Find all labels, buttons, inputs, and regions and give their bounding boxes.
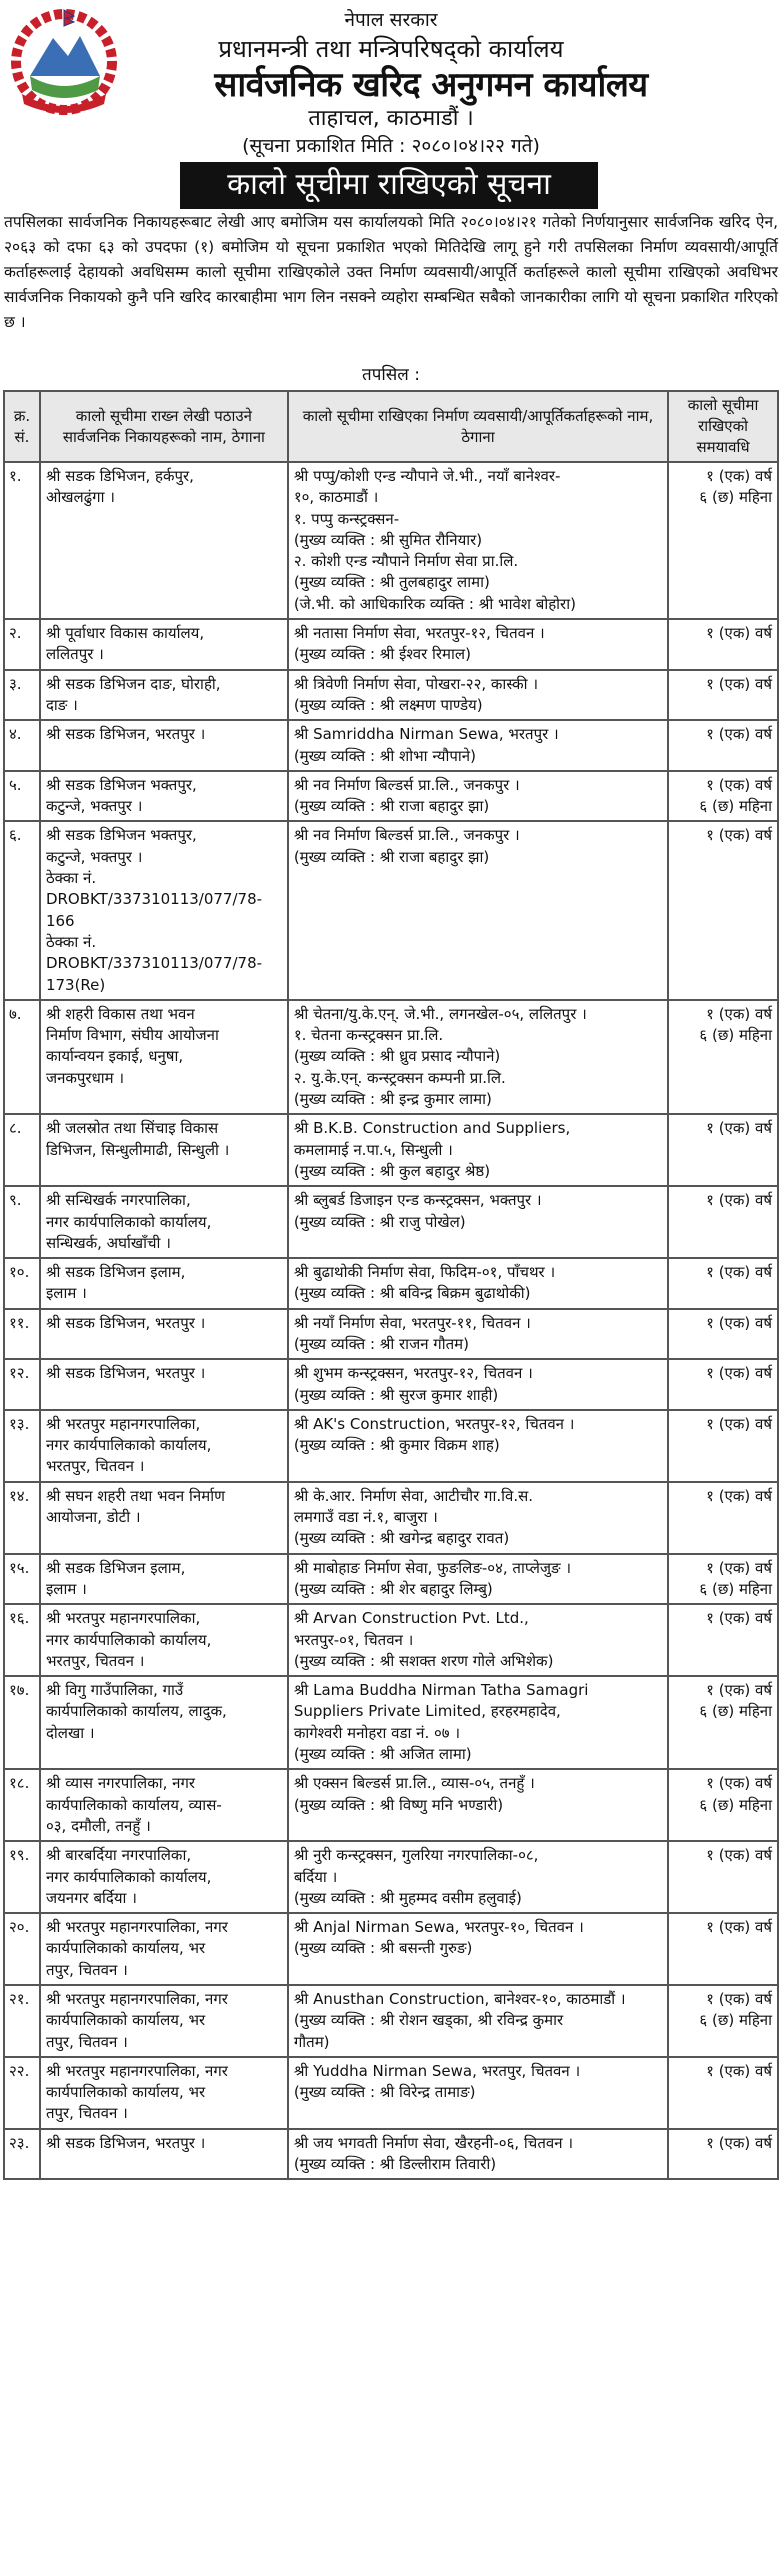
table-row [4, 1410, 778, 1482]
public-body-line: नगर कार्यपालिकाको कार्यालय, [45, 1867, 212, 1886]
contractor-line: श्री Samriddha Nirman Sewa, भरतपुर । [293, 725, 559, 744]
blacklist-period-line: १ (एक) वर्ष [706, 1990, 772, 2008]
public-body-line: कार्यपालिकाको कार्यालय, भर [45, 2083, 206, 2102]
public-body-line: श्री सडक डिभिजन इलाम, [45, 1558, 186, 1577]
blacklist-period-line: १ (एक) वर्ष [706, 1609, 772, 1628]
table-row [4, 1309, 778, 1360]
public-body-line: तपुर, चितवन । [45, 2104, 128, 2123]
contractor [288, 1186, 668, 1258]
public-body-line: इलाम । [45, 1579, 87, 1598]
blacklist-period-line: १ (एक) वर्ष [706, 775, 772, 794]
row-number: १०. [4, 1258, 40, 1309]
contractor-line: श्री नव निर्माण बिल्डर्स प्रा.लि., जनकपुर । [293, 826, 520, 845]
contractor-line: श्री B.K.B. Construction and Suppliers, [293, 1119, 571, 1138]
contractor [288, 1258, 668, 1309]
contractor-line: (मुख्य व्यक्ति : श्री राजु पोखेल) [293, 1212, 466, 1231]
blacklist-period-line: १ (एक) वर्ष [706, 1191, 772, 1210]
public-body-line: कार्यपालिकाको कार्यालय, भर [45, 1939, 206, 1958]
intro-paragraph: तपसिलका सार्वजनिक निकायहरूबाट लेखी आए बमोजिम यस कार्यालयको मिति २०८०।०४।२१ गतेको निर्णयानुसार सार्वजनिक खरिद ऐन, २०६३ को दफा ६३ को उपदफा (१) बमोजिम यो सूचना प्रकाशित भएको मितिदेखि लागू हुने गरी तपसिलका निर्माण व्यवसायी/आपूर्ति कर्ताहरूलाई देहायको अवधिसम्म कालो सूचीमा राखिएकोले उक्त निर्माण व्यवसायी/आपूर्ति कर्ताहरूले कालो सूचीमा राखिएको अवधिभर सार्वजनिक निकायको कुनै पनि खरिद कारबाहीमा भाग लिन नसक्ने व्यहोरा सम्बन्धित सबैको जानकारीका लागि यो सूचना प्रकाशित गरिएको छ । [4, 213, 778, 331]
public-body [40, 1554, 288, 1605]
contractor [288, 1985, 668, 2057]
contractor-line: (मुख्य व्यक्ति : श्री डिल्लीराम तिवारी) [293, 2155, 497, 2174]
blacklist-period-line: १ (एक) वर्ष [706, 1263, 772, 1282]
public-body-line: ठेक्का नं. [45, 869, 97, 888]
public-body-line: भरतपुर, चितवन । [45, 1457, 145, 1476]
public-body-line: DROBKT/337310113/077/78-166 [45, 890, 263, 930]
contractor [288, 619, 668, 670]
contractor-line: श्री शुभम कन्स्ट्रक्सन, भरतपुर-१२, चितवन । [293, 1364, 533, 1383]
public-body-line: कार्यान्वयन इकाई, धनुषा, [45, 1047, 184, 1066]
table-row [4, 2057, 778, 2129]
blacklist-period-line: १ (एक) वर्ष [706, 1558, 772, 1577]
blacklist-period [668, 1114, 778, 1186]
contractor-line: कागेश्वरी मनोहरा वडा नं. ०७ । [293, 1723, 461, 1742]
blacklist-period-line: ६ (छ) महिना [699, 797, 772, 816]
public-body-line: श्री सडक डिभिजन दाङ, घोराही, [45, 674, 221, 693]
blacklist-period-line: १ (एक) वर्ष [706, 2133, 772, 2152]
blacklist-period-line: १ (एक) वर्ष [706, 1004, 772, 1023]
contractor-line: (मुख्य व्यक्ति : श्री लक्ष्मण पाण्डेय) [293, 695, 483, 714]
contractor-line: (मुख्य व्यक्ति : श्री राजा बहादुर झा) [293, 847, 490, 866]
contractor-line: लमगाउँ वडा नं.१, बाजुरा । [293, 1508, 438, 1527]
contractor [288, 1309, 668, 1360]
contractor-line: श्री जय भगवती निर्माण सेवा, खैरहनी-०६, चितवन । [293, 2133, 574, 2152]
blacklist-period [668, 1913, 778, 1985]
contractor-line: (जे.भी. को आधिकारिक व्यक्ति : श्री भावेश बोहोरा) [293, 594, 576, 613]
table-row [4, 1841, 778, 1913]
contractor-line: श्री के.आर. निर्माण सेवा, आटीचौर गा.वि.स. [293, 1486, 534, 1505]
blacklist-period-line: ६ (छ) महिना [699, 1702, 772, 1721]
public-body-line: ०३, दमौली, तनहुँ । [45, 1816, 151, 1835]
public-body [40, 1114, 288, 1186]
contractor-line: श्री Lama Buddha Nirman Tatha Samagri [293, 1681, 589, 1700]
blacklist-period [668, 1000, 778, 1114]
row-number: ३. [4, 670, 40, 721]
contractor [288, 771, 668, 822]
contractor-line: श्री नतासा निर्माण सेवा, भरतपुर-१२, चितवन । [293, 624, 545, 643]
public-body-line: श्री सडक डिभिजन, भरतपुर । [45, 2133, 206, 2152]
contractor [288, 1114, 668, 1186]
table-row [4, 1913, 778, 1985]
contractor [288, 1913, 668, 1985]
office-name: सार्वजनिक खरिद अनुगमन कार्यालय [214, 65, 648, 105]
table-row [4, 1000, 778, 1114]
table-row [4, 1676, 778, 1769]
notice-header [0, 0, 782, 228]
public-body-line: जयनगर बर्दिया । [45, 1888, 137, 1907]
contractor-line: श्री पप्पु/कोशी एन्ड न्यौपाने जे.भी., नयाँ बानेश्वर- [293, 467, 561, 485]
contractor-line: १. चेतना कन्स्ट्रक्सन प्रा.लि. [293, 1026, 444, 1045]
blacklist-period [668, 1258, 778, 1309]
public-body-line: श्री सडक डिभिजन इलाम, [45, 1263, 186, 1282]
public-body-line: निर्माण विभाग, संघीय आयोजना [45, 1026, 219, 1045]
government-name: नेपाल सरकार [344, 9, 438, 31]
public-body-line: श्री भरतपुर महानगरपालिका, नगर [45, 2061, 228, 2080]
row-number: ४. [4, 720, 40, 771]
table-row [4, 821, 778, 999]
blacklist-period [668, 1985, 778, 2057]
public-body [40, 720, 288, 771]
blacklist-table [3, 390, 779, 2180]
row-number: १. [4, 462, 40, 619]
contractor-line: (मुख्य व्यक्ति : श्री तुलबहादुर लामा) [293, 573, 490, 592]
public-body-line: सन्धिखर्क, अर्घाखाँची । [45, 1233, 171, 1252]
contractor [288, 1410, 668, 1482]
blacklist-period [668, 1410, 778, 1482]
contractor [288, 462, 668, 619]
public-body-line: श्री शहरी विकास तथा भवन [45, 1004, 195, 1023]
row-number: १६. [4, 1604, 40, 1676]
blacklist-period-line: १ (एक) वर्ष [706, 826, 772, 845]
contractor-line: श्री Arvan Construction Pvt. Ltd., [293, 1609, 529, 1628]
contractor [288, 1359, 668, 1410]
public-body [40, 1913, 288, 1985]
blacklist-period-line: १ (एक) वर्ष [706, 467, 772, 485]
blacklist-period-line: १ (एक) वर्ष [706, 1681, 772, 1700]
public-body-line: श्री भरतपुर महानगरपालिका, नगर [45, 1990, 228, 2008]
contractor-line: (मुख्य व्यक्ति : श्री विष्णु मनि भण्डारी) [293, 1795, 504, 1814]
public-body-line: आयोजना, डोटी । [45, 1508, 141, 1527]
blacklist-period-line: १ (एक) वर्ष [706, 1119, 772, 1138]
row-number: ९. [4, 1186, 40, 1258]
public-body [40, 1000, 288, 1114]
contractor-line: २. यु.के.एन्. कन्स्ट्रक्सन कम्पनी प्रा.लि. [293, 1068, 506, 1087]
contractor-line: श्री एक्सन बिल्डर्स प्रा.लि., व्यास-०५, तनहुँ । [293, 1774, 535, 1793]
row-number: १२. [4, 1359, 40, 1410]
public-body-line: श्री सघन शहरी तथा भवन निर्माण [45, 1486, 225, 1505]
row-number: १३. [4, 1410, 40, 1482]
contractor-line: (मुख्य व्यक्ति : श्री इन्द्र कुमार लामा) [293, 1090, 492, 1109]
row-number: २२. [4, 2057, 40, 2129]
public-body-line: श्री बारबर्दिया नगरपालिका, [45, 1846, 192, 1865]
public-body-line: दाङ । [45, 695, 78, 714]
contractor-line: (मुख्य व्यक्ति : श्री ईश्वर रिमाल) [293, 645, 471, 664]
row-number: २. [4, 619, 40, 670]
contractor [288, 720, 668, 771]
blacklist-period-line: १ (एक) वर्ष [706, 1414, 772, 1433]
public-body-line: कटुन्जे, भक्तपुर । [45, 847, 143, 866]
contractor-line: (मुख्य व्यक्ति : श्री सुमित रौनियार) [293, 530, 483, 549]
contractor-line: श्री त्रिवेणी निर्माण सेवा, पोखरा-२२, कास्की । [293, 674, 539, 693]
contractor-line: श्री बुढाथोकी निर्माण सेवा, फिदिम-०१, पाँचथर । [293, 1263, 556, 1282]
header-period: कालो सूचीमा राखिएको समयावधि [668, 391, 778, 462]
public-body [40, 1482, 288, 1554]
table-row [4, 1985, 778, 2057]
public-body-line: भरतपुर, चितवन । [45, 1651, 145, 1670]
table-row [4, 1769, 778, 1841]
blacklist-period [668, 1359, 778, 1410]
notice-title: कालो सूचीमा राखिएको सूचना [180, 162, 598, 209]
row-number: ११. [4, 1309, 40, 1360]
contractor [288, 1841, 668, 1913]
public-body [40, 1258, 288, 1309]
public-body-line: श्री विगु गाउँपालिका, गाउँ [45, 1681, 184, 1700]
table-row [4, 771, 778, 822]
blacklist-period [668, 1769, 778, 1841]
contractor-line: (मुख्य व्यक्ति : श्री मुहम्मद वसीम हलुवाई) [293, 1888, 522, 1907]
contractor-line: श्री माबोहाङ निर्माण सेवा, फुङलिङ-०४, ताप्लेजुङ । [293, 1558, 572, 1577]
public-body [40, 2057, 288, 2129]
contractor-line: (मुख्य व्यक्ति : श्री कुमार विक्रम शाह) [293, 1436, 500, 1455]
row-number: ७. [4, 1000, 40, 1114]
blacklist-period-line: १ (एक) वर्ष [706, 1846, 772, 1865]
contractor-line: श्री नयाँ निर्माण सेवा, भरतपुर-११, चितवन । [293, 1313, 531, 1332]
header-sn: क्र. सं. [4, 391, 40, 462]
tapasil-label: तपसिल : [362, 365, 420, 385]
contractor-line: बर्दिया । [293, 1867, 338, 1886]
contractor-line: श्री नव निर्माण बिल्डर्स प्रा.लि., जनकपुर । [293, 775, 520, 794]
contractor-line: श्री Yuddha Nirman Sewa, भरतपुर, चितवन । [293, 2061, 581, 2080]
blacklist-period-line: १ (एक) वर्ष [706, 674, 772, 693]
row-number: १५. [4, 1554, 40, 1605]
blacklist-period [668, 1186, 778, 1258]
contractor-line: (मुख्य व्यक्ति : श्री राजा बहादुर झा) [293, 797, 490, 816]
contractor-line: (मुख्य व्यक्ति : श्री खगेन्द्र बहादुर रावत) [293, 1529, 510, 1548]
public-body-line: श्री सडक डिभिजन, भरतपुर । [45, 725, 206, 744]
contractor-line: (मुख्य व्यक्ति : श्री ध्रुव प्रसाद न्यौपाने) [293, 1047, 501, 1066]
contractor [288, 670, 668, 721]
public-body-line: श्री सडक डिभिजन भक्तपुर, [45, 775, 197, 794]
contractor-line: Suppliers Private Limited, हरहरमहादेव, [293, 1702, 561, 1721]
contractor-line: (मुख्य व्यक्ति : श्री रोशन खड्का, श्री रविन्द्र कुमार [293, 2011, 564, 2030]
header-contractor: कालो सूचीमा राखिएका निर्माण व्यवसायी/आपूर्तिकर्ताहरूको नाम, ठेगाना [288, 391, 668, 462]
contractor-line: (मुख्य व्यक्ति : श्री शेर बहादुर लिम्बु) [293, 1579, 493, 1598]
table-row [4, 1114, 778, 1186]
contractor-line: १. पप्पु कन्स्ट्रक्सन- [293, 509, 400, 528]
blacklist-period [668, 619, 778, 670]
public-body-line: श्री भरतपुर महानगरपालिका, नगर [45, 1918, 228, 1937]
public-body-line: इलाम । [45, 1284, 87, 1303]
contractor-line: (मुख्य व्यक्ति : श्री सुरज कुमार शाही) [293, 1385, 499, 1404]
row-number: १४. [4, 1482, 40, 1554]
public-body-line: श्री सन्धिखर्क नगरपालिका, [45, 1191, 191, 1210]
blacklist-period [668, 1309, 778, 1360]
blacklist-period [668, 1554, 778, 1605]
blacklist-period-line: १ (एक) वर्ष [706, 725, 772, 744]
public-body-line: श्री भरतपुर महानगरपालिका, [45, 1414, 201, 1433]
public-body-line: नगर कार्यपालिकाको कार्यालय, [45, 1630, 212, 1649]
contractor [288, 1769, 668, 1841]
row-number: ८. [4, 1114, 40, 1186]
blacklist-period-line: १ (एक) वर्ष [706, 1313, 772, 1332]
blacklist-period-line: ६ (छ) महिना [699, 1579, 772, 1598]
table-row [4, 1604, 778, 1676]
row-number: ५. [4, 771, 40, 822]
blacklist-period [668, 1604, 778, 1676]
public-body-line: 173(Re) [45, 975, 106, 994]
blacklist-period-line: १ (एक) वर्ष [706, 1918, 772, 1937]
blacklist-period [668, 720, 778, 771]
public-body-line: कार्यपालिकाको कार्यालय, लादुक, [45, 1702, 227, 1721]
published-date: (सूचना प्रकाशित मिति : २०८०।०४।२२ गते) [242, 135, 540, 157]
public-body [40, 670, 288, 721]
blacklist-period [668, 1841, 778, 1913]
table-row [4, 670, 778, 721]
public-body-line: श्री सडक डिभिजन, भरतपुर । [45, 1364, 206, 1383]
row-number: २०. [4, 1913, 40, 1985]
blacklist-period [668, 821, 778, 999]
contractor-line: (मुख्य व्यक्ति : श्री बसन्ती गुरुङ) [293, 1939, 473, 1958]
contractor [288, 2057, 668, 2129]
contractor-line: (मुख्य व्यक्ति : श्री शोभा न्यौपाने) [293, 746, 476, 765]
public-body [40, 462, 288, 619]
blacklist-period-line: ६ (छ) महिना [699, 488, 772, 507]
contractor-line: श्री AK's Construction, भरतपुर-१२, चितवन । [293, 1414, 575, 1433]
blacklist-period-line: १ (एक) वर्ष [706, 1774, 772, 1793]
public-body [40, 1841, 288, 1913]
blacklist-period-line: १ (एक) वर्ष [706, 624, 772, 643]
contractor-line: श्री Anjal Nirman Sewa, भरतपुर-१०, चितवन । [293, 1918, 584, 1937]
public-body [40, 1676, 288, 1769]
contractor-line: (मुख्य व्यक्ति : श्री विरेन्द्र तामाङ) [293, 2083, 476, 2102]
table-row [4, 462, 778, 619]
blacklist-period [668, 1482, 778, 1554]
table-row [4, 1482, 778, 1554]
public-body-line: ओखलढुंगा । [45, 488, 115, 507]
contractor-line: भरतपुर-०१, चितवन । [293, 1630, 414, 1649]
public-body-line: श्री जलस्रोत तथा सिंचाइ विकास [45, 1119, 219, 1138]
ministry-name: प्रधानमन्त्री तथा मन्त्रिपरिषद्को कार्यालय [218, 35, 564, 63]
contractor-line: श्री नुरी कन्स्ट्रक्सन, गुलरिया नगरपालिका-०८, [293, 1846, 539, 1865]
table-row [4, 619, 778, 670]
contractor-line: श्री चेतना/यु.के.एन्. जे.भी., लगनखेल-०५, ललितपुर । [293, 1004, 587, 1023]
contractor-line: (मुख्य व्यक्ति : श्री कुल बहादुर श्रेष्ठ) [293, 1161, 491, 1180]
public-body-line: श्री सडक डिभिजन, भरतपुर । [45, 1313, 206, 1332]
public-body [40, 1410, 288, 1482]
public-body-line: DROBKT/337310113/077/78- [45, 954, 263, 973]
public-body-line: श्री भरतपुर महानगरपालिका, [45, 1609, 201, 1628]
blacklist-period-line: ६ (छ) महिना [699, 1795, 772, 1814]
row-number: २१. [4, 1985, 40, 2057]
contractor [288, 1676, 668, 1769]
header-body: कालो सूचीमा राख्न लेखी पठाउने सार्वजनिक निकायहरूको नाम, ठेगाना [40, 391, 288, 462]
office-address: ताहाचल, काठमाडौं । [308, 106, 474, 131]
public-body-line: कार्यपालिकाको कार्यालय, व्यास- [45, 1795, 222, 1814]
contractor-line: (मुख्य व्यक्ति : श्री राजन गौतम) [293, 1334, 469, 1353]
public-body [40, 1309, 288, 1360]
contractor-line: १०, काठमाडौं । [293, 488, 379, 507]
table-row [4, 1258, 778, 1309]
blacklist-period-line: ६ (छ) महिना [699, 1026, 772, 1045]
public-body-line: तपुर, चितवन । [45, 2032, 128, 2051]
row-number: १७. [4, 1676, 40, 1769]
contractor [288, 2129, 668, 2180]
public-body-line: कटुन्जे, भक्तपुर । [45, 797, 143, 816]
contractor-line: (मुख्य व्यक्ति : श्री सशक्त शरण गोले अभिशेक) [293, 1651, 554, 1670]
table-row [4, 1359, 778, 1410]
public-body [40, 821, 288, 999]
public-body-line: श्री सडक डिभिजन भक्तपुर, [45, 826, 197, 845]
row-number: १९. [4, 1841, 40, 1913]
public-body-line: दोलखा । [45, 1723, 95, 1742]
contractor-line: (मुख्य व्यक्ति : श्री बविन्द्र बिक्रम बुढाथोकी) [293, 1284, 531, 1303]
public-body [40, 2129, 288, 2180]
blacklist-period [668, 2057, 778, 2129]
public-body-line: श्री सडक डिभिजन, हर्कपुर, [45, 467, 194, 485]
public-body-line: नगर कार्यपालिकाको कार्यालय, [45, 1436, 212, 1455]
contractor [288, 1604, 668, 1676]
blacklist-period-line: १ (एक) वर्ष [706, 1486, 772, 1505]
contractor-line: २. कोशी एन्ड न्यौपाने निर्माण सेवा प्रा.लि. [293, 552, 519, 571]
contractor [288, 1554, 668, 1605]
blacklist-period-line: १ (एक) वर्ष [706, 2061, 772, 2080]
row-number: १८. [4, 1769, 40, 1841]
contractor [288, 1000, 668, 1114]
contractor-line: कमलामाई न.पा.५, सिन्धुली । [293, 1140, 453, 1159]
contractor-line: श्री Anusthan Construction, बानेश्वर-१०, काठमाडौं । [293, 1990, 626, 2008]
blacklist-period-line: ६ (छ) महिना [699, 2011, 772, 2030]
contractor-line: (मुख्य व्यक्ति : श्री अजित लामा) [293, 1745, 472, 1764]
public-body-line: ललितपुर । [45, 645, 104, 664]
public-body [40, 1769, 288, 1841]
contractor-line: गौतम) [293, 2032, 330, 2051]
row-number: २३. [4, 2129, 40, 2180]
public-body [40, 771, 288, 822]
blacklist-period [668, 670, 778, 721]
public-body-line: जनकपुरधाम । [45, 1068, 125, 1087]
public-body [40, 1604, 288, 1676]
contractor-line: श्री ब्लुबर्ड डिजाइन एन्ड कन्स्ट्रक्सन, भक्तपुर । [293, 1191, 542, 1210]
contractor [288, 821, 668, 999]
blacklist-period [668, 771, 778, 822]
blacklist-period [668, 2129, 778, 2180]
public-body-line: तपुर, चितवन । [45, 1960, 128, 1979]
public-body [40, 1186, 288, 1258]
table-row [4, 1186, 778, 1258]
table-row [4, 1554, 778, 1605]
contractor [288, 1482, 668, 1554]
public-body-line: ठेक्का नं. [45, 932, 97, 951]
blacklist-period-line: १ (एक) वर्ष [706, 1364, 772, 1383]
public-body-line: नगर कार्यपालिकाको कार्यालय, [45, 1212, 212, 1231]
public-body-line: कार्यपालिकाको कार्यालय, भर [45, 2011, 206, 2030]
public-body [40, 1359, 288, 1410]
public-body-line: श्री व्यास नगरपालिका, नगर [45, 1774, 196, 1793]
table-row [4, 720, 778, 771]
blacklist-period [668, 1676, 778, 1769]
public-body [40, 619, 288, 670]
blacklist-period [668, 462, 778, 619]
table-row [4, 2129, 778, 2180]
public-body [40, 1985, 288, 2057]
public-body-line: श्री पूर्वाधार विकास कार्यालय, [45, 624, 205, 643]
row-number: ६. [4, 821, 40, 999]
table-header-row [4, 391, 778, 462]
public-body-line: डिभिजन, सिन्धुलीमाढी, सिन्धुली । [45, 1140, 230, 1159]
